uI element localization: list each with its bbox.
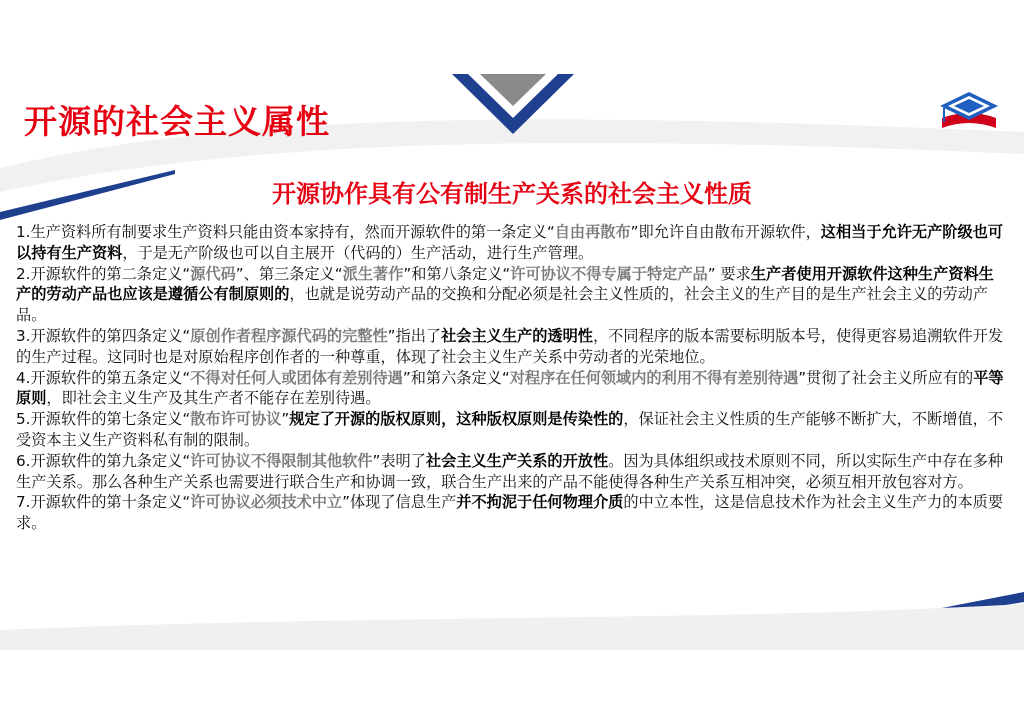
emphasis-text: 这相当于允许无产阶级也可以持有生产资料 [16, 223, 1004, 262]
body-text [16, 222, 1008, 534]
text-run: 7.开源软件的第十条定义“ [16, 493, 191, 512]
paragraph-3 [16, 326, 1008, 368]
text-run: 。因为具体组织或技术原则不同，所以实际生产中存在多种生产关系。那么各种生产关系也需要进行联合生产和协调一致，联合生产出来的产品不能使得各种生产关系互相冲突，必须互相开放包容对方。 [16, 451, 1004, 491]
emphasis-text: 社会主义生产关系的开放性 [425, 451, 609, 470]
emphasis-text: 平等原则 [16, 368, 1004, 408]
quoted-term: 派生著作 [342, 264, 404, 283]
text-run: ，不同程序的版本需要标明版本号，使得更容易追溯软件开发的生产过程。这同时也是对原始程序创作者的一种尊重，体现了社会主义生产关系中劳动者的光荣地位。 [16, 326, 1004, 366]
quoted-term: 自由再散布 [554, 223, 631, 241]
paragraph-2 [16, 264, 1008, 326]
text-run: 4.开源软件的第五条定义“ [16, 368, 191, 387]
emphasis-text: 社会主义生产的透明性 [441, 326, 593, 345]
quoted-term: 对程序在任何领域内的利用不得有差别待遇 [509, 368, 799, 387]
text-run: ”和第六条定义“ [402, 368, 510, 387]
text-run: 的中立本性，这是信息技术作为社会主义生产力的本质要求。 [16, 493, 1004, 533]
text-run: ”、第三条定义“ [235, 264, 343, 283]
quoted-term: 不得对任何人或团体有差别待遇 [190, 368, 403, 387]
slide [0, 74, 1024, 650]
text-run: ” [281, 410, 290, 429]
paragraph-1 [16, 222, 1008, 264]
quoted-term: 源代码 [190, 264, 236, 283]
text-run: ，保证社会主义性质的生产能够不断扩大，不断增值，不受资本主义生产资料私有制的限制。 [16, 410, 1004, 449]
text-run: ，也就是说劳动产品的交换和分配必须是社会主义性质的，社会主义的生产目的是生产社会主义的劳动产品。 [16, 285, 988, 325]
quoted-term: 许可协议必须技术中立 [190, 493, 343, 512]
text-run: ”和第八条定义“ [403, 264, 511, 283]
text-run: 6.开源软件的第九条定义“ [16, 451, 191, 470]
emphasis-text: 并不拘泥于任何物理介质 [456, 493, 624, 512]
text-run: ”即允许自由散布开源软件， [630, 223, 821, 241]
graduation-cap-book-logo-icon [936, 86, 1002, 136]
text-run: ” 要求 [707, 264, 751, 283]
text-run: ”表明了 [372, 451, 426, 470]
quoted-term: 散布许可协议 [190, 410, 282, 429]
chevron-down-icon [452, 74, 574, 134]
quoted-term: 原创作者程序源代码的完整性 [190, 326, 388, 345]
paragraph-7 [16, 492, 1008, 534]
text-run: 3.开源软件的第四条定义“ [16, 326, 191, 345]
quoted-term: 许可协议不得专属于特定产品 [510, 264, 708, 283]
text-run: 1.生产资料所有制要求生产资料只能由资本家持有，然而开源软件的第一条定义“ [16, 223, 555, 241]
section-heading: 开源协作具有公有制生产关系的社会主义性质 [272, 180, 752, 208]
paragraph-5 [16, 409, 1008, 451]
emphasis-text: 生产者使用开源软件这种生产资料生产的劳动产品也应该是遵循公有制原则的 [16, 264, 994, 304]
paragraph-4 [16, 368, 1008, 410]
text-run: ”体现了信息生产 [342, 493, 457, 512]
paragraph-6 [16, 451, 1008, 493]
emphasis-text: 规定了开源的版权原则，这种版权原则是传染性的 [289, 410, 624, 429]
quoted-term: 许可协议不得限制其他软件 [190, 451, 373, 470]
page-title: 开源的社会主义属性 [24, 102, 330, 141]
text-run: ，于是无产阶级也可以自主展开（代码的）生产活动，进行生产管理。 [122, 243, 594, 262]
text-run: ”指出了 [387, 326, 442, 345]
text-run: ”贯彻了社会主义所应有的 [798, 368, 974, 387]
text-run: ，即社会主义生产及其生产者不能存在差别待遇。 [46, 389, 381, 408]
text-run: 2.开源软件的第二条定义“ [16, 264, 191, 283]
text-run: 5.开源软件的第七条定义“ [16, 410, 191, 429]
